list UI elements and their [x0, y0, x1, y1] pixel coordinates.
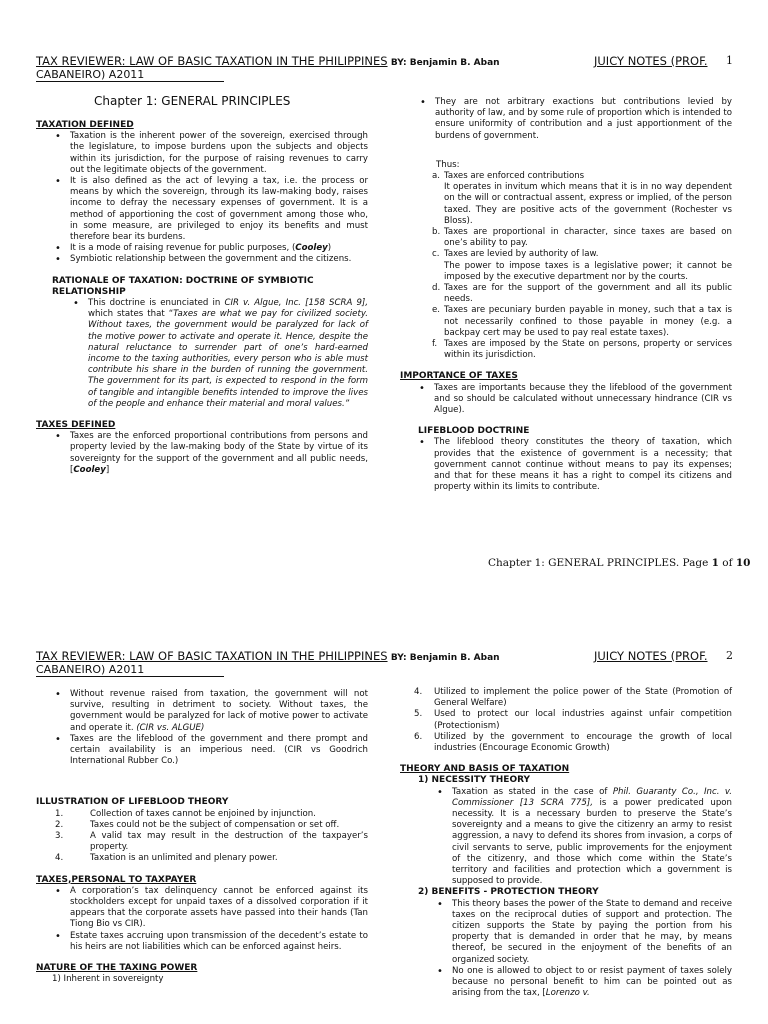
list-item: • No one is allowed to object to or resist payment of taxes solely because no personal benefit to him can be pointed out as arising from the tax, [Lorenzo v.	[452, 966, 732, 1000]
heading-benefits: 2) BENEFITS - PROTECTION THEORY	[418, 887, 599, 898]
list-marker: d.	[432, 283, 441, 294]
list-item-text: A valid tax may result in the destruction of the taxpayer’s property.	[90, 831, 368, 853]
header-title: TAX REVIEWER: LAW OF BASIC TAXATION IN THE PHILIPPINES	[36, 54, 388, 68]
list-item: • It is a mode of raising revenue for public purposes, (Cooley)	[70, 243, 368, 254]
list-marker: 3.	[55, 831, 64, 842]
heading-theory: THEORY AND BASIS OF TAXATION	[400, 764, 570, 775]
list-item: • Taxes are the enforced proportional contributions from persons and property levied by the law-making body of the State by virtue of its sovereignty for the support of the government and all public needs, [Cooley]	[70, 431, 368, 476]
list-item-text: Taxes are enforced contributions	[444, 171, 585, 182]
heading-taxation-defined: TAXATION DEFINED	[36, 120, 134, 130]
list-item-text: Taxes could not be the subject of compensation or set off.	[90, 819, 340, 830]
list-marker: 2.	[55, 819, 64, 830]
lifeblood-list	[400, 437, 732, 493]
page-header	[36, 650, 736, 677]
list-item: • Taxes are the lifeblood of the government and there prompt and certain availability is an imperious need. (CIR vs Goodrich International Rubber Co.)	[70, 734, 368, 768]
page-header	[36, 55, 736, 82]
nature-item-1: 1) Inherent in sovereignty	[52, 974, 164, 985]
list-item	[414, 687, 732, 709]
list-marker: 4.	[55, 853, 64, 864]
heading-nature: NATURE OF THE TAXING POWER	[36, 963, 198, 974]
heading-necessity: 1) NECESSITY THEORY	[418, 775, 531, 786]
list-item-text: Taxes are levied by authority of law.	[444, 249, 599, 260]
heading-illustration: ILLUSTRATION OF LIFEBLOOD THEORY	[36, 797, 229, 808]
header-title: TAX REVIEWER: LAW OF BASIC TAXATION IN THE PHILIPPINES	[36, 649, 388, 663]
right-column	[400, 687, 732, 999]
list-item: • Without revenue raised from taxation, the government will not survive, resulting in detriment to society. Without taxes, the government would be paralyzed for lack of motive power to activate and operate it. (CIR vs. ALGUE)	[70, 689, 368, 734]
list-item-text: Utilized by the government to encourage the growth of local industries (Encourage Economic Growth)	[434, 731, 732, 754]
list-item: • This doctrine is enunciated in CIR v. Algue, Inc. [158 SCRA 9], which states that “Taxes are what we pay for civilized society. Without taxes, the government would be paralyzed for lack of the motive power to activate and operate it. Hence, despite the natural reluctance to surrender part of one’s hard-earned income to the taxing authorities, every person who is able must contribute his share in the burden of running the government. The government for its part, is expected to respond in the form of tangible and intangible benefits intended to improve the lives of the people and enhance their material and moral values.”	[88, 298, 368, 410]
header-author: BY: Benjamin B. Aban	[390, 653, 500, 663]
header-line2: CABANEIRO) A2011	[36, 69, 224, 82]
list-item	[55, 808, 368, 820]
personal-list	[36, 886, 368, 953]
heading-importance: IMPORTANCE OF TAXES	[400, 371, 518, 382]
left-column	[36, 94, 368, 476]
list-item-text: Taxes are imposed by the State on persons, property or services within its jurisdiction.	[444, 339, 732, 361]
list-item: • The lifeblood theory constitutes the theory of taxation, which provides that the existence of government is a necessity; that government cannot continue without means to pay its expenses; and that for these means it has a right to compel its citizens and property within its limits to contribute.	[434, 437, 732, 493]
list-item: • Taxation is the inherent power of the sovereign, exercised through the legislature, to impose burdens upon the subjects and objects within its jurisdiction, for the purpose of raising revenues to carry out the legitimate objects of the government.	[70, 131, 368, 176]
list-item	[55, 819, 368, 831]
list-marker: c.	[432, 249, 440, 260]
list-marker: 5.	[414, 709, 423, 720]
list-item: • They are not arbitrary exactions but contributions levied by authority of law, and by some rule of proportion which is intended to ensure uniformity of contribution and a just apportionment of the burdens of government.	[435, 97, 732, 142]
list-item	[432, 305, 732, 339]
heading-taxes-defined: TAXES DEFINED	[36, 420, 116, 431]
list-marker: 1.	[55, 808, 64, 819]
case-citation: Phil. Guaranty Co., Inc. v. Commissioner [13 SCRA 775],	[452, 786, 732, 808]
heading-lifeblood: LIFEBLOOD DOCTRINE	[418, 426, 530, 437]
list-marker: e.	[432, 305, 441, 316]
list-item	[432, 227, 732, 249]
page-number: 2	[726, 649, 733, 662]
citation: (CIR vs. ALGUE)	[136, 722, 205, 733]
heading-rationale: RATIONALE OF TAXATION: DOCTRINE OF SYMBIOTIC RELATIONSHIP	[52, 275, 314, 297]
right-column	[400, 97, 732, 494]
citation: Cooley	[73, 464, 106, 475]
taxes-defined-list	[36, 431, 368, 476]
list-item-text: Collection of taxes cannot be enjoined by injunction.	[90, 808, 316, 819]
list-item	[55, 831, 368, 853]
heading-personal: TAXES,PERSONAL TO TAXPAYER	[36, 874, 197, 885]
list-item: • Taxation as stated in the case of Phil. Guaranty Co., Inc. v. Commissioner [13 SCRA 775], is a power predicated upon necessity. It is a necessary burden to preserve the State’s sovereignty and a means to give the citizenry an army to resist aggression, a navy to defend its shores from invasion, a corps of civil servants to serve, public improvements for the enjoyment of the citizenry, and those which come within the State’s territory and facilities and protection which a government is supposed to provide.	[452, 787, 732, 888]
rationale-list	[36, 298, 368, 410]
list-item	[55, 853, 368, 864]
citation: Cooley	[295, 243, 328, 254]
list-item: • A corporation’s tax delinquency cannot be enforced against its stockholders except for unpaid taxes of a dissolved corporation if it appears that the corporate assets have passed into their hands (Tan Tiong Bio vs CIR).	[70, 886, 368, 931]
header-notes: JUICY NOTES (PROF.	[594, 649, 708, 663]
list-item: • Symbiotic relationship between the government and the citizens.	[70, 254, 368, 265]
case-citation: CIR v. Algue, Inc. [158 SCRA 9],	[224, 298, 368, 309]
taxation-defined-list	[36, 131, 368, 265]
list-item	[432, 171, 732, 227]
list-item-text: Utilized to implement the police power of the State (Promotion of General Welfare)	[434, 687, 732, 709]
list-item: • It is also defined as the act of levying a tax, i.e. the process or means by which the sovereign, through its law-making body, raises income to defray the necessary expenses of government. It is a method of apportioning the cost of government among those who, in some measure, are privileged to enjoy its benefits and must therefore bear its burdens.	[70, 176, 368, 243]
list-marker: 6.	[414, 731, 423, 742]
list-item-subtext: The power to impose taxes is a legislative power; it cannot be imposed by the executive department nor by the courts.	[444, 260, 732, 282]
list-item-text: Taxes are proportional in character, since taxes are based on one’s ability to pay.	[444, 227, 732, 249]
right-intro-list	[400, 97, 732, 142]
list-item-text: Used to protect our local industries against unfair competition (Protectionism)	[434, 709, 732, 731]
necessity-list	[400, 787, 732, 888]
list-item	[414, 731, 732, 754]
list-item: • Taxes are importants because they the lifeblood of the government and so should be calculated without unnecessary hindrance (CIR vs Algue).	[434, 383, 732, 417]
list-item-text: Taxes are pecuniary burden payable in money, such that a tax is not necessarily confined to those payable in money (e.g. a backpay cert may be used to pay real estate taxes).	[444, 305, 732, 338]
header-line2: CABANEIRO) A2011	[36, 664, 224, 677]
list-marker: b.	[432, 227, 441, 238]
list-marker: 4.	[414, 687, 423, 697]
list-marker: a.	[432, 171, 440, 182]
thus-label: Thus:	[436, 159, 460, 170]
list-item: • This theory bases the power of the State to demand and receive taxes on the reciprocal duties of support and protection. The citizen supports the State by paying the portion from his property that is demanded in order that he may, by means thereof, be secured in the enjoyment of the benefits of an organized society.	[452, 899, 732, 966]
illustration-list	[36, 809, 368, 865]
lifeblood-points-list	[36, 689, 368, 767]
list-item	[432, 283, 732, 305]
list-item-text: Taxes are for the support of the government and all its public needs.	[444, 283, 732, 305]
characteristics-list	[400, 171, 732, 361]
header-author: BY: Benjamin B. Aban	[390, 58, 500, 68]
benefits-list	[400, 899, 732, 1000]
list-item	[432, 339, 732, 361]
chapter-title: Chapter 1: GENERAL PRINCIPLES	[94, 94, 291, 108]
quote: Taxes are what we pay for civilized society. Without taxes, the government would be paralyzed for lack of the motive power to activate and operate it. Hence, despite the natural reluctance to surrender part of one’s hard-earned income to the taxing authorities, every person who is able must contribute his share in the burden of running the government. The government for its part, is expected to respond in the form of tangible and intangible benefits intended to improve the lives of the people and enhance their material and moral values.”	[88, 309, 368, 409]
list-item-text: Taxation is an unlimited and plenary power.	[90, 853, 278, 864]
list-item-subtext: It operates in invitum which means that it is in no way dependent on the will or contractual assent, express or implied, of the person taxed. They are positive acts of the government (Rochester vs Bloss).	[444, 182, 732, 226]
page-footer: Chapter 1: GENERAL PRINCIPLES. Page 1 of 10	[488, 557, 751, 569]
list-item	[432, 249, 732, 283]
list-item: • Estate taxes accruing upon transmission of the decedent’s estate to his heirs are not liabilities which can be enforced against heirs.	[70, 931, 368, 953]
list-item	[414, 709, 732, 731]
importance-list	[400, 383, 732, 417]
list-marker: f.	[432, 339, 438, 350]
uses-list	[400, 687, 732, 754]
page-number: 1	[726, 54, 733, 67]
case-citation: Lorenzo v.	[545, 988, 590, 999]
left-column	[36, 689, 368, 985]
document-page-2	[0, 600, 768, 1024]
header-notes: JUICY NOTES (PROF.	[594, 54, 708, 68]
